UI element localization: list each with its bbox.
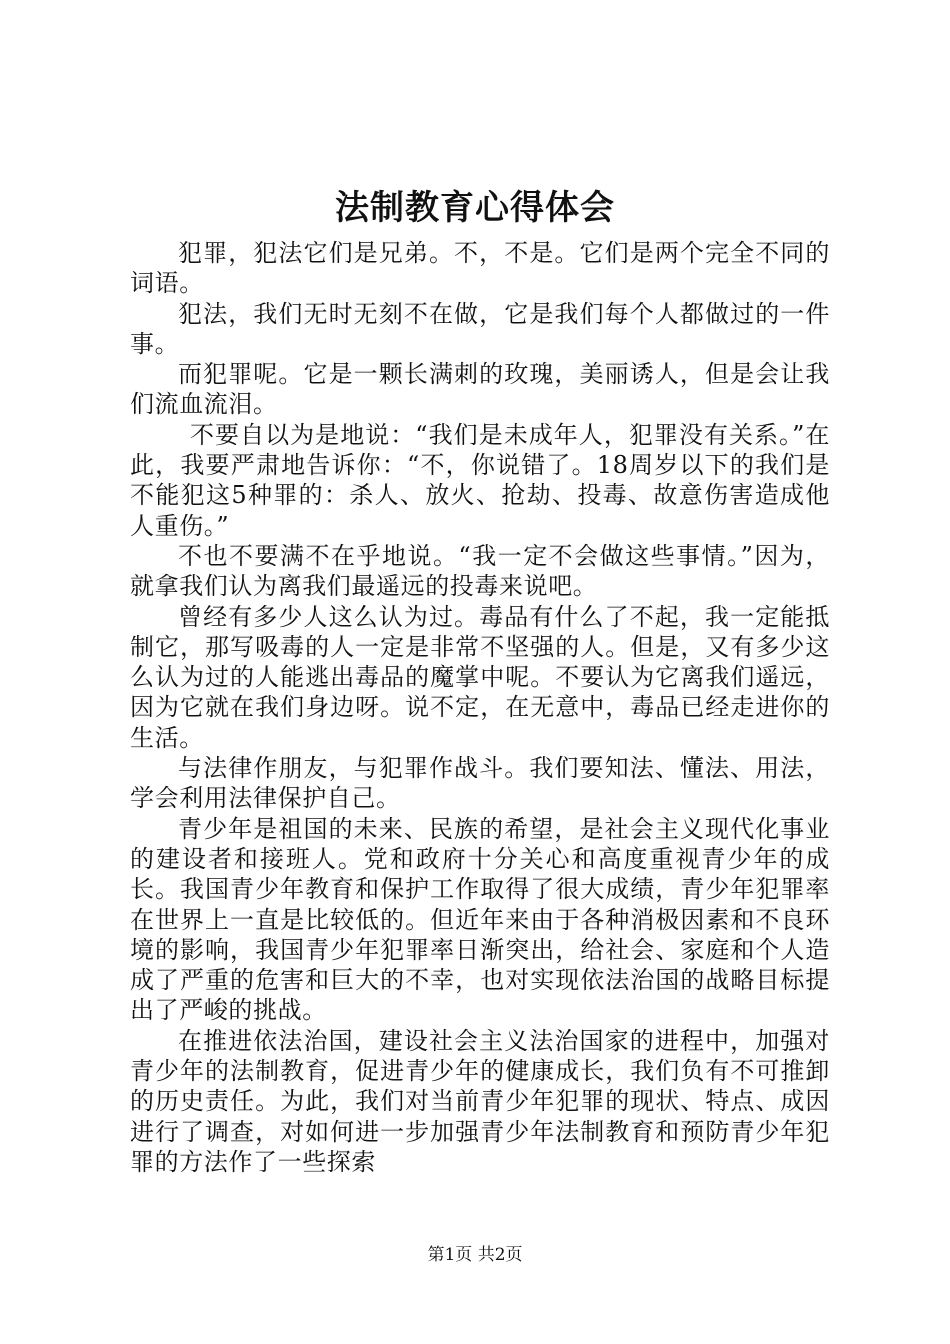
paragraph: 犯罪，犯法它们是兄弟。不，不是。它们是两个完全不同的词语。 — [130, 239, 830, 298]
document-title: 法制教育心得体会 — [335, 188, 615, 228]
paragraph: 而犯罪呢。它是一颗长满刺的玫瑰，美丽诱人，但是会让我们流血流泪。 — [130, 360, 830, 419]
paragraph: 不也不要满不在乎地说。“我一定不会做这些事情。”因为，就拿我们认为离我们最遥远的投毒来说吧。 — [130, 541, 830, 601]
paragraph: 犯法，我们无时无刻不在做，它是我们每个人都做过的一件事。 — [130, 299, 830, 358]
paragraph: 不要自以为是地说：“我们是未成年人，犯罪没有关系。”在此，我要严肃地告诉你：“不，你说错了。18周岁以下的我们是不能犯这5种罪的：杀人、放火、抢劫、投毒、故意伤害造成他人重伤。” — [130, 420, 830, 540]
paragraph: 与法律作朋友，与犯罪作战斗。我们要知法、懂法、用法，学会利用法律保护自己。 — [130, 754, 830, 813]
document-body — [130, 238, 830, 1177]
paragraph: 在推进依法治国，建设社会主义法治国家的进程中，加强对青少年的法制教育，促进青少年的健康成长，我们负有不可推卸的历史责任。为此，我们对当前青少年犯罪的现状、特点、成因进行了调查，对如何进一步加强青少年法制教育和预防青少年犯罪的方法作了一些探索 — [130, 1026, 830, 1176]
paragraph: 青少年是祖国的未来、民族的希望，是社会主义现代化事业的建设者和接班人。党和政府十分关心和高度重视青少年的成长。我国青少年教育和保护工作取得了很大成绩，青少年犯罪率在世界上一直是比较低的。但近年来由于各种消极因素和不良环境的影响，我国青少年犯罪率日渐突出，给社会、家庭和个人造成了严重的危害和巨大的不幸，也对实现依法治国的战略目标提出了严峻的挑战。 — [130, 814, 830, 1025]
paragraph: 曾经有多少人这么认为过。毒品有什么了不起，我一定能抵制它，那写吸毒的人一定是非常不坚强的人。但是，又有多少这么认为过的人能逃出毒品的魔掌中呢。不要认为它离我们遥远，因为它就在我们身边呀。说不定，在无意中，毒品已经走进你的生活。 — [130, 602, 830, 752]
page-number-footer: 第1页 共2页 — [427, 1245, 523, 1265]
